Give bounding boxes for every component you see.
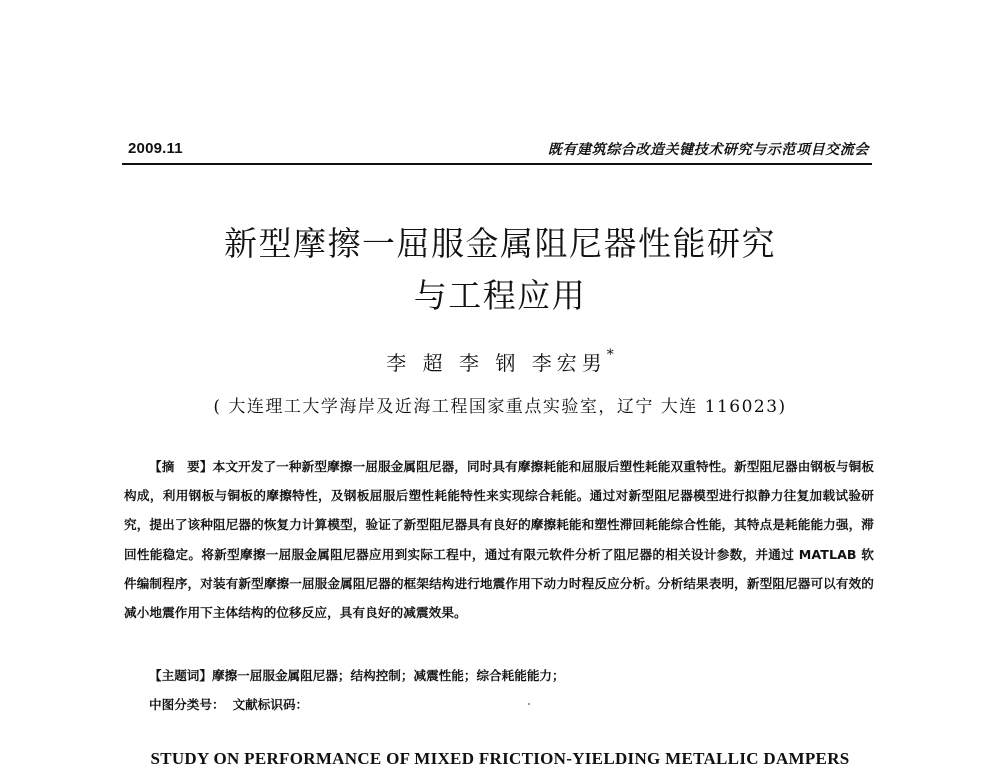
abstract-paragraph bbox=[124, 452, 874, 627]
header-rule bbox=[122, 163, 872, 165]
abstract-text: 本文开发了一种新型摩擦一屈服金属阻尼器，同时具有摩擦耗能和屈服后塑性耗能双重特性。新型阻尼器由钢板与铜板构成，利用钢板与铜板的摩擦特性，及钢板屈服后塑性耗能特性来实现综合耗能。通过对新型阻尼器模型进行拟静力往复加载试验研究，提出了该种阻尼器的恢复力计算模型，验证了新型阻尼器具有良好的摩擦耗能和塑性滞回耗能综合性能，其特点是耗能能力强，滞回性能稳定。将新型摩擦一屈服金属阻尼器应用到实际工程中，通过有限元软件分析了阻尼器的相关设计参数，并通过 MATLAB 软件编制程序，对装有新型摩擦一屈服金属阻尼器的框架结构进行地震作用下动力时程反应分析。分析结果表明，新型阻尼器可以有效的减小地震作用下主体结构的位移反应，具有良好的减震效果。 bbox=[124, 459, 875, 621]
header-date: 2009.11 bbox=[128, 140, 183, 157]
author-list bbox=[0, 347, 1000, 376]
scan-speck bbox=[528, 703, 530, 705]
document-code-label: 文献标识码： bbox=[232, 697, 309, 712]
corresponding-author-mark: * bbox=[606, 347, 614, 363]
classification-line bbox=[149, 694, 308, 713]
abstract-label: 【摘 要】 bbox=[149, 459, 213, 474]
author-names: 李 超 李 钢 李宏男 bbox=[386, 351, 607, 375]
clc-label: 中图分类号： bbox=[149, 697, 225, 712]
author-affiliation: ( 大连理工大学海岸及近海工程国家重点实验室，辽宁 大连 116023) bbox=[213, 397, 787, 417]
paper-title-line-2: 与工程应用 bbox=[413, 276, 587, 315]
english-title: STUDY ON PERFORMANCE OF MIXED FRICTION-YIELDING METALLIC DAMPERS bbox=[150, 749, 850, 768]
keywords-text: 摩擦一屈服金属阻尼器；结构控制；减震性能；综合耗能能力； bbox=[211, 668, 565, 683]
keywords-line bbox=[149, 665, 565, 684]
keywords-label: 【主题词】 bbox=[149, 668, 212, 683]
paper-title-line-1: 新型摩擦一屈服金属阻尼器性能研究 bbox=[224, 224, 776, 263]
header-conference-name: 既有建筑综合改造关键技术研究与示范项目交流会 bbox=[547, 142, 869, 158]
running-header bbox=[126, 138, 871, 160]
